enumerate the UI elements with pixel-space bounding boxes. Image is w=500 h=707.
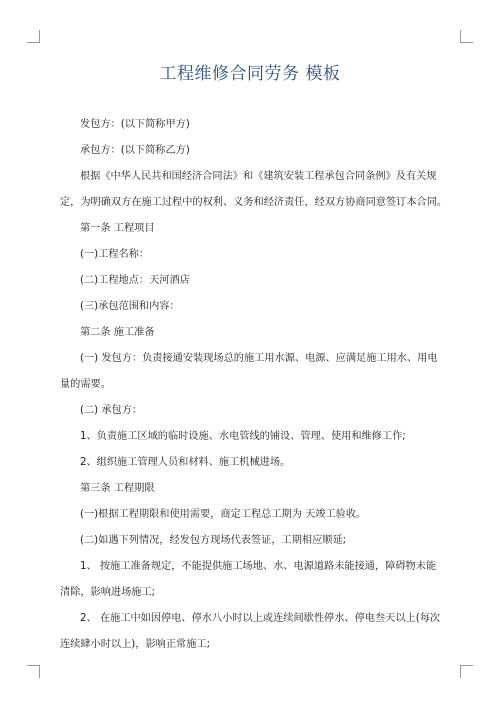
article-3-point-2-line-1: 2、 在施工中如因停电、停水八小时以上或连续间歇性停水、停电叁天以上(每次 xyxy=(80,613,441,624)
article-1-heading: 第一条 工程项目 xyxy=(80,223,155,234)
crop-mark-bottom-left xyxy=(27,665,40,678)
article-1-item-2: (二)工程地点：天河酒店 xyxy=(80,275,190,286)
crop-mark-top-left xyxy=(27,30,40,43)
crop-mark-bottom-right xyxy=(460,665,473,678)
article-2-item-1-line-1: (一) 发包方：负责接通安装现场总的施工用水源、电源、应满足施工用水、用电 xyxy=(80,353,438,364)
preamble-line-2: 定，为明确双方在施工过程中的权利、义务和经济责任，经双方协商同意签订本合同。 xyxy=(60,197,448,208)
party-a-line: 发包方：(以下简称甲方) xyxy=(80,119,190,130)
article-2-item-2: (二) 承包方： xyxy=(80,405,143,416)
crop-mark-top-right xyxy=(460,30,473,43)
article-3-item-2: (二)如遇下列情况，经发包方现场代表签证，工期相应顺延; xyxy=(80,535,347,546)
document-body xyxy=(60,112,448,658)
article-2-item-1-line-2: 量的需要。 xyxy=(60,379,111,390)
document-title: 工程维修合同劳务 模板 xyxy=(159,64,341,84)
article-1-item-1: (一)工程名称： xyxy=(80,249,150,260)
article-3-item-1: (一)根据工程期限和使用需要，商定工程总工期为 天竣工验收。 xyxy=(80,509,367,520)
article-3-point-2-line-2: 连续肆小时以上)，影响正常施工; xyxy=(60,639,211,650)
article-2-heading: 第二条 施工准备 xyxy=(80,327,155,338)
article-3-heading: 第三条 工程期限 xyxy=(80,483,155,494)
article-2-item-2-point-2: 2、组织施工管理人员和材料、施工机械进场。 xyxy=(80,457,291,468)
article-2-item-2-point-1: 1、负责施工区域的临时设施、水电管线的铺设、管理、使用和维修工作; xyxy=(80,431,406,442)
party-b-line: 承包方：(以下简称乙方) xyxy=(80,145,190,156)
preamble-line-1: 根据《中华人民共和国经济合同法》和《建筑安装工程承包合同条例》及有关规 xyxy=(80,171,437,182)
article-3-point-1-line-2: 清除，影响进场施工; xyxy=(60,587,156,598)
article-1-item-3: (三)承包范围和内容： xyxy=(80,301,180,312)
article-3-point-1-line-1: 1、 按施工准备规定，不能提供施工场地、水、电源道路未能接通，障碍物未能 xyxy=(80,561,437,572)
